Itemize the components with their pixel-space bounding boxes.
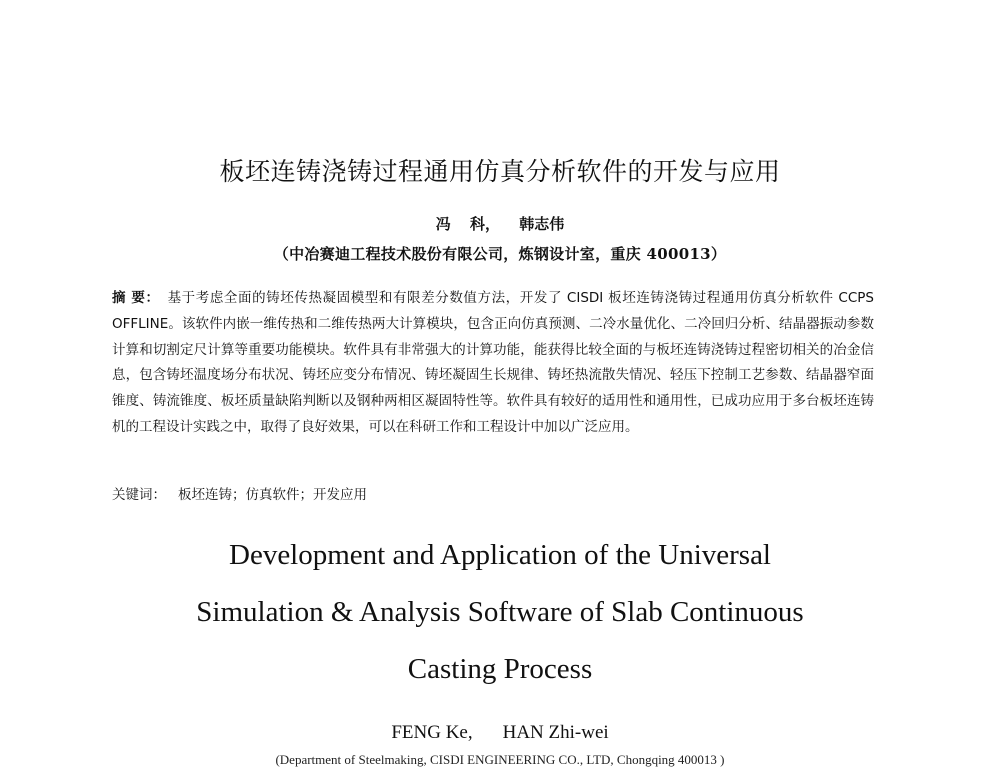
chinese-authors: [0, 213, 1000, 234]
chinese-title: 板坯连铸浇铸过程通用仿真分析软件的开发与应用: [219, 157, 781, 186]
english-title: [0, 527, 1000, 698]
english-authors: [0, 722, 1000, 744]
abstract-text: 基于考虑全面的铸坯传热凝固模型和有限差分数值方法，开发了 CISDI 板坯连铸浇铸过程通用仿真分析软件 CCPS OFFLINE。该软件内嵌一维传热和二维传热两大计算模块，包含正向仿真预测、二冷水量优化、二冷回归分析、结晶器振动参数计算和切割定尺计算等重要功能模块。软件具有非常强大的计算功能，能获得比较全面的与板坯连铸浇铸过程密切相关的冶金信息，包含铸坯温度场分布状况、铸坯应变分布情况、铸坯凝固生长规律、铸坯热流散失情况、轻压下控制工艺参数、结晶器窄面锥度、铸流锥度、板坯质量缺陷判断以及钢种两相区凝固特性等。软件具有较好的适用性和通用性，已成功应用于多台板坯连铸机的工程设计实践之中，取得了良好效果，可以在科研工作和工程设计中加以广泛应用。: [112, 290, 874, 435]
english-title-line-3: Casting Process: [407, 653, 593, 685]
english-title-line-1: Development and Application of the Universal: [229, 539, 771, 571]
author-en-1: FENG Ke,: [391, 722, 473, 743]
english-title-line-2: Simulation & Analysis Software of Slab Continuous: [196, 596, 804, 628]
abstract: [112, 286, 874, 441]
abstract-label: 摘 要：: [112, 290, 160, 306]
keywords: [112, 483, 874, 503]
author-cn-2: 韩志伟: [519, 215, 565, 233]
keywords-label: 关键词：: [112, 487, 166, 503]
chinese-affiliation: （中冶赛迪工程技术股份有限公司，炼钢设计室，重庆 400013）: [273, 245, 727, 263]
keywords-text: 板坯连铸；仿真软件；开发应用: [178, 487, 367, 503]
author-cn-1: 冯 科，: [435, 215, 500, 233]
english-affiliation: (Department of Steelmaking, CISDI ENGINEERING CO., LTD, Chongqing 400013 ): [275, 752, 725, 767]
author-en-2: HAN Zhi-wei: [502, 722, 609, 743]
